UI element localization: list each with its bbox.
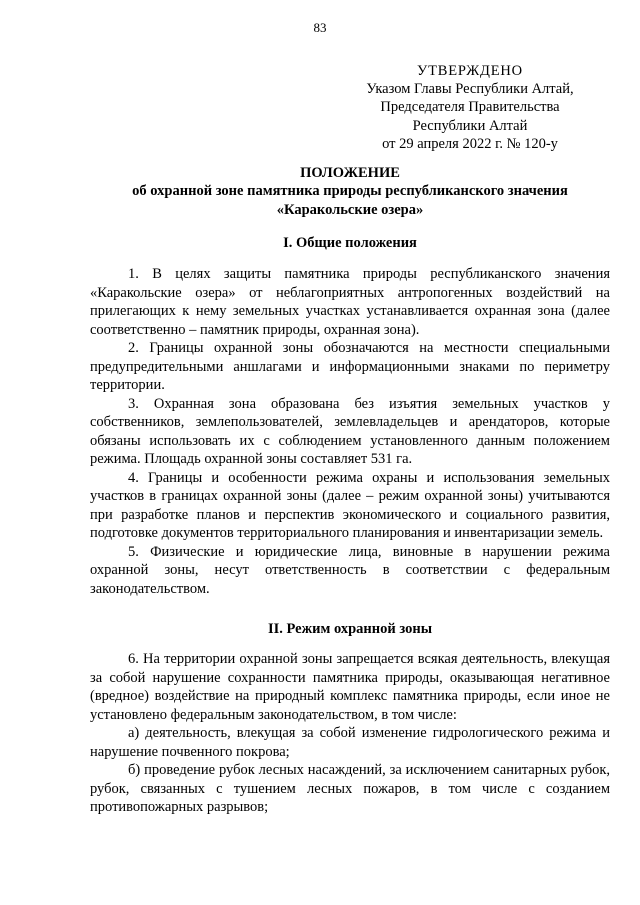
document-subtitle: об охранной зоне памятника природы республиканского значения (132, 183, 568, 200)
section-body (90, 265, 610, 598)
section-heading: II. Режим охранной зоны (267, 621, 433, 637)
document-subtitle: «Каракольские озера» (276, 201, 424, 218)
approval-line: от 29 апреля 2022 г. № 120-у (382, 135, 558, 152)
paragraph: 5. Физические и юридические лица, виновные в нарушении режима охранной зоны, несут ответственность в соответствии с федеральным законодательством. (90, 543, 610, 597)
paragraph: 1. В целях защиты памятника природы республиканского значения «Каракольские озера» от неблагоприятных антропогенных воздействий на прилегающих к нему земельных участках устанавливается охранная зона (далее соответственно – памятник природы, охранная зона). (90, 266, 610, 338)
section-heading: I. Общие положения (283, 235, 417, 251)
paragraph: 2. Границы охранной зоны обозначаются на местности специальными предупредительными аншлагами и информационными знаками по периметру территории. (90, 340, 610, 393)
paragraph: 3. Охранная зона образована без изъятия земельных участков у собственников, землепользователей, землевладельцев и арендаторов, которые обязаны использовать их с соблюдением установленного данным положением режима. Площадь охранной зоны составляет 531 га. (90, 395, 610, 467)
list-item: б) проведение рубок лесных насаждений, за исключением санитарных рубок, рубок, связанных с тушением лесных пожаров, в том числе с созданием противопожарных разрывов; (90, 762, 610, 815)
page-number: 83 (313, 20, 327, 35)
approval-line: Председателя Правительства (380, 99, 560, 116)
list-item: а) деятельность, влекущая за собой изменение гидрологического режима и нарушение почвенного покрова; (90, 725, 610, 760)
approval-line: Республики Алтай (412, 117, 528, 134)
approval-block (345, 62, 595, 153)
approval-title: УТВЕРЖДЕНО (417, 63, 523, 79)
paragraph: 6. На территории охранной зоны запрещается всякая деятельность, влекущая за собой нарушение сохранности памятника природы, оказывающая негативное (вредное) воздействие на природный комплекс памятника природы, если иное не установлено федеральным законодательством, в том числе: (90, 651, 610, 723)
approval-line: Указом Главы Республики Алтай, (366, 81, 574, 98)
section-body (90, 650, 610, 817)
paragraph: 4. Границы и особенности режима охраны и использования земельных участков в границах охранной зоны (далее – режим охранной зоны) учитываются при разработке планов и перспектив экономического и социального развития, подготовке документов территориального планирования и инвентаризации земель. (90, 469, 610, 541)
document-title: ПОЛОЖЕНИЕ (300, 165, 400, 181)
document-title-block (60, 164, 640, 219)
